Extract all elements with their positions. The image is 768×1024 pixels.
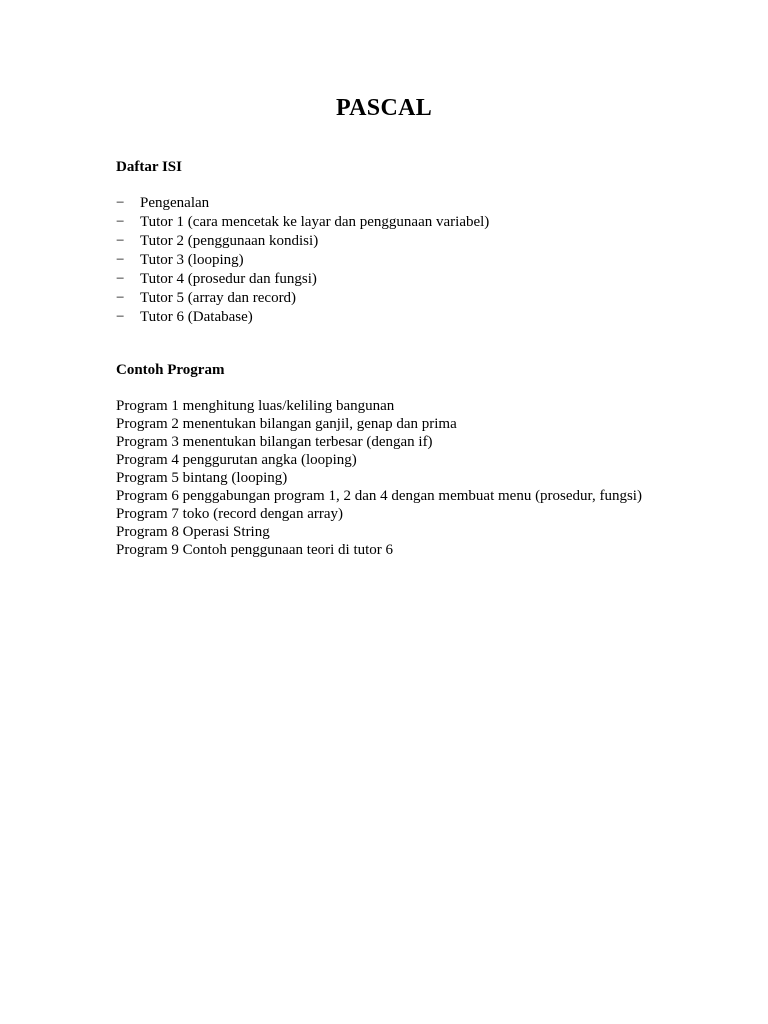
examples-heading: Contoh Program bbox=[116, 362, 225, 378]
program-item: Program 9 Contoh penggunaan teori di tutor 6 bbox=[116, 542, 394, 558]
program-item: Program 2 menentukan bilangan ganjil, genap dan prima bbox=[116, 416, 457, 432]
toc-heading: Daftar ISI bbox=[116, 159, 182, 175]
program-item: Program 7 toko (record dengan array) bbox=[116, 506, 343, 522]
list-bullet: − bbox=[116, 309, 125, 325]
program-item: Program 4 penggurutan angka (looping) bbox=[116, 452, 357, 468]
program-item: Program 5 bintang (looping) bbox=[116, 470, 288, 486]
toc-item bbox=[116, 251, 656, 270]
toc-item-label: Tutor 6 (Database) bbox=[140, 309, 253, 325]
list-bullet: − bbox=[116, 290, 125, 306]
list-bullet: − bbox=[116, 214, 125, 230]
list-bullet: − bbox=[116, 195, 125, 211]
toc-item-label: Tutor 3 (looping) bbox=[140, 252, 244, 268]
toc-item bbox=[116, 232, 656, 251]
program-item: Program 8 Operasi String bbox=[116, 524, 270, 540]
toc-item bbox=[116, 213, 656, 232]
list-bullet: − bbox=[116, 271, 125, 287]
toc-item-label: Tutor 2 (penggunaan kondisi) bbox=[140, 233, 319, 249]
program-item: Program 6 penggabungan program 1, 2 dan 4 dengan membuat menu (prosedur, fungsi) bbox=[116, 488, 642, 504]
toc-item-label: Pengenalan bbox=[140, 195, 210, 211]
toc-item-label: Tutor 4 (prosedur dan fungsi) bbox=[140, 271, 317, 287]
document-title: PASCAL bbox=[335, 95, 433, 121]
toc-item bbox=[116, 289, 656, 308]
program-item: Program 3 menentukan bilangan terbesar (dengan if) bbox=[116, 434, 433, 450]
program-item: Program 1 menghitung luas/keliling bangunan bbox=[116, 398, 395, 414]
toc-item-label: Tutor 5 (array dan record) bbox=[140, 290, 297, 306]
list-bullet: − bbox=[116, 252, 125, 268]
toc-item-label: Tutor 1 (cara mencetak ke layar dan penggunaan variabel) bbox=[140, 214, 490, 230]
list-bullet: − bbox=[116, 233, 125, 249]
program-list bbox=[116, 397, 653, 559]
toc-item bbox=[116, 270, 656, 289]
toc-item bbox=[116, 194, 656, 213]
toc-item bbox=[116, 308, 656, 327]
toc-list bbox=[116, 194, 656, 327]
